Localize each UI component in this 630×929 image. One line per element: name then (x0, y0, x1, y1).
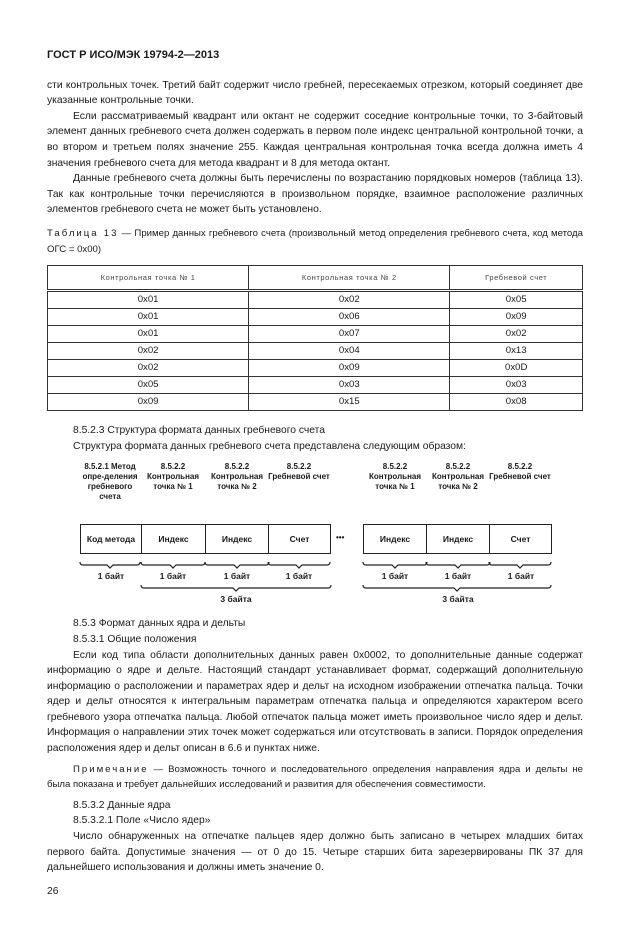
table-cell: 0x05 (48, 377, 249, 394)
table-cell: 0x03 (450, 377, 583, 394)
table-row (48, 326, 583, 343)
field-box: Код метода (80, 524, 142, 554)
document-header: ГОСТ Р ИСО/МЭК 19794-2—2013 (47, 49, 220, 61)
table-cell: 0x09 (48, 394, 249, 411)
table-cell: 0x09 (450, 309, 583, 326)
paragraph: Данные гребневого счета должны быть перечислены по возрастанию порядковых номеров (таблица 13). Так как контрольные точки перечисляются в произвольном порядке, взаимное расположение различных элементов гребневого счета не может быть установлено. (47, 173, 583, 216)
paragraph: Число обнаруженных на отпечатке пальцев ядер должно быть записано в четырех младших битах первого байта. Допустимые значения — от 0 до 15. Четыре старших бита зарезервированы ПК 37 для дальнейшего использования и должны иметь значение 0. (47, 831, 583, 874)
field-box: Индекс (205, 524, 269, 554)
field-box: Индекс (426, 524, 490, 554)
field-label: 8.5.2.1 Метод опре-деления гребневого счета (82, 462, 138, 502)
table-cell: 0x02 (48, 343, 249, 360)
table-cell: 0x05 (450, 291, 583, 309)
field-label: 8.5.2.2 Контрольная точка № 2 (431, 462, 485, 492)
byte-group-size: 3 байта (442, 594, 474, 605)
field-label: 8.5.2.2 Контрольная точка № 1 (368, 462, 422, 492)
field-label: 8.5.2.2 Гребневой счет (268, 462, 330, 482)
byte-size: 1 байт (381, 571, 409, 582)
table-cell: 0x07 (249, 326, 450, 343)
byte-group-size: 3 байта (220, 594, 252, 605)
field-label: 8.5.2.2 Гребневой счет (489, 462, 551, 482)
page-number: 26 (47, 885, 59, 897)
field-label: 8.5.2.2 Контрольная точка № 1 (146, 462, 200, 492)
table-cell: 0x13 (450, 343, 583, 360)
table-cell: 0x02 (249, 291, 450, 309)
note-label: Примечание (73, 763, 149, 775)
ridge-count-table (47, 265, 583, 411)
table-cell: 0x02 (48, 360, 249, 377)
subsection-title: 8.5.3.1 Общие положения (73, 633, 197, 645)
section-8-5-3-2 (47, 798, 583, 876)
field-box: Индекс (363, 524, 427, 554)
field-label: 8.5.2.2 Контрольная точка № 2 (210, 462, 264, 492)
table-row (48, 309, 583, 326)
section-8-5-2-3 (47, 423, 583, 454)
table-row (48, 377, 583, 394)
section-title: 8.5.3 Формат данных ядра и дельты (73, 618, 246, 630)
paragraph: сти контрольных точек. Третий байт содержит число гребней, пересекаемых отрезком, который соединяет две указанные контрольные точки. (47, 79, 583, 107)
table-cell: 0x08 (450, 394, 583, 411)
paragraph: Если рассматриваемый квадрант или октант не содержит соседние контрольные точки, то 3-байтовый элемент данных гребневого счета должен содержать в первом поле индекс центральной контрольной точки, а во втором и третьем полях значение 255. Каждая центральная контрольная точка всегда должна иметь 4 значения гребневого счета для метода квадрант и 8 для метода октант. (47, 110, 583, 169)
table-row (48, 394, 583, 411)
subsection-title: 8.5.3.2.1 Поле «Число ядер» (73, 815, 211, 827)
caption-label: Таблица 13 (47, 227, 119, 239)
table-cell: 0x0D (450, 360, 583, 377)
table-cell: 0x15 (249, 394, 450, 411)
table-cell: 0x03 (249, 377, 450, 394)
table-row (48, 360, 583, 377)
field-box: Счет (489, 524, 552, 554)
table-row (48, 291, 583, 309)
column-header: Контрольная точка № 2 (249, 266, 450, 291)
table-caption (47, 226, 583, 257)
note-text: — Возможность точного и последовательного определения направления ядра и дельты не была показана и требует дальнейших исследований и развития для обеспечения совместимости. (47, 763, 583, 791)
table-cell: 0x01 (48, 291, 249, 309)
table-cell: 0x01 (48, 326, 249, 343)
section-title: 8.5.2.3 Структура формата данных гребневого счета (73, 425, 325, 437)
ellipsis: ••• (336, 533, 345, 543)
byte-size: 1 байт (285, 571, 313, 582)
table-cell: 0x02 (450, 326, 583, 343)
paragraph: Структура формата данных гребневого счета представлена следующим образом: (73, 440, 466, 452)
field-box: Индекс (141, 524, 206, 554)
byte-size: 1 байт (97, 571, 125, 582)
byte-size: 1 байт (444, 571, 472, 582)
note (47, 762, 583, 793)
table-cell: 0x09 (249, 360, 450, 377)
table-cell: 0x01 (48, 309, 249, 326)
field-box: Счет (268, 524, 331, 554)
caption-text: — Пример данных гребневого счета (произвольный метод определения гребневого счета, код метода ОГС = 0x00) (47, 227, 583, 255)
table-row (48, 343, 583, 360)
format-diagram (0, 462, 630, 610)
byte-size: 1 байт (507, 571, 535, 582)
intro-text (47, 78, 583, 218)
column-header: Гребневой счет (450, 266, 583, 291)
brace-lines (0, 462, 630, 610)
paragraph: Если код типа области дополнительных данных равен 0x0002, то дополнительные данные содержат информацию о ядре и дельте. Настоящий стандарт устанавливает формат, содержащий дополнительную информацию о расположении и параметрах ядер и дельт на исходном изображении отпечатка пальца. Точки ядер и дельт относятся к интегральным параметрам отпечатка пальца и определяются характером всего гребневого узора отпечатка пальца. Любой отпечаток пальца может иметь произвольное число ядер и дельт. Информация о направлении этих точек может содержаться или отсутствовать в записи. Порядок определения расположения ядер и дельт описан в 6.6 и пунктах ниже. (47, 649, 583, 755)
byte-size: 1 байт (159, 571, 187, 582)
byte-size: 1 байт (223, 571, 251, 582)
section-8-5-3 (47, 616, 583, 793)
section-title: 8.5.3.2 Данные ядра (73, 799, 171, 811)
column-header: Контрольная точка № 1 (48, 266, 249, 291)
table-cell: 0x06 (249, 309, 450, 326)
table-cell: 0x04 (249, 343, 450, 360)
